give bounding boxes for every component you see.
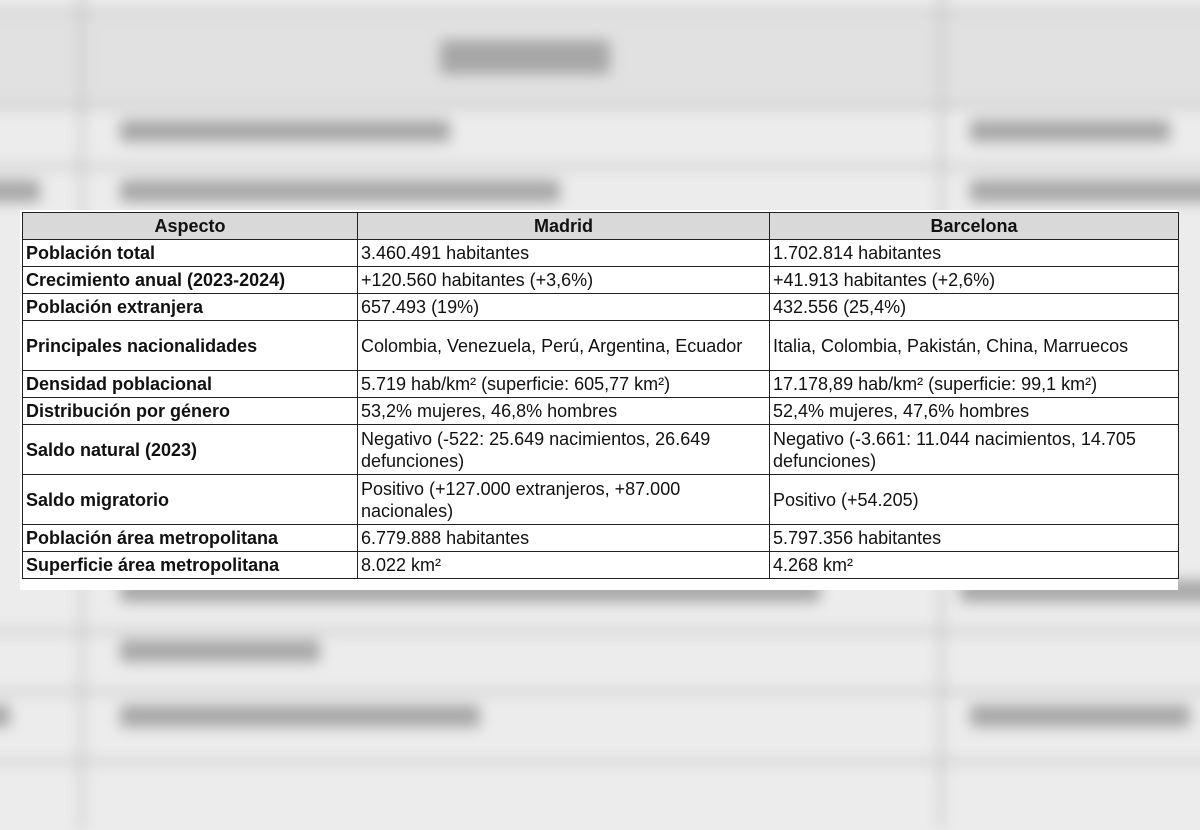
aspect-cell: Población área metropolitana bbox=[23, 525, 358, 552]
barcelona-cell: +41.913 habitantes (+2,6%) bbox=[770, 267, 1179, 294]
aspect-cell: Densidad poblacional bbox=[23, 371, 358, 398]
table-row bbox=[23, 398, 1179, 425]
madrid-cell: 6.779.888 habitantes bbox=[358, 525, 770, 552]
aspect-cell: Saldo migratorio bbox=[23, 475, 358, 525]
barcelona-cell: 432.556 (25,4%) bbox=[770, 294, 1179, 321]
table-row bbox=[23, 267, 1179, 294]
barcelona-cell: Negativo (-3.661: 11.044 nacimientos, 14.705 defunciones) bbox=[770, 425, 1179, 475]
table-row bbox=[23, 552, 1179, 579]
table-row bbox=[23, 321, 1179, 371]
aspect-cell: Principales nacionalidades bbox=[23, 321, 358, 371]
madrid-cell: 657.493 (19%) bbox=[358, 294, 770, 321]
header-aspecto: Aspecto bbox=[23, 213, 358, 240]
aspect-cell: Crecimiento anual (2023-2024) bbox=[23, 267, 358, 294]
madrid-cell: 5.719 hab/km² (superficie: 605,77 km²) bbox=[358, 371, 770, 398]
madrid-cell: 8.022 km² bbox=[358, 552, 770, 579]
aspect-cell: Saldo natural (2023) bbox=[23, 425, 358, 475]
barcelona-cell: 4.268 km² bbox=[770, 552, 1179, 579]
table-row bbox=[23, 475, 1179, 525]
aspect-cell: Superficie área metropolitana bbox=[23, 552, 358, 579]
table-row bbox=[23, 240, 1179, 267]
madrid-cell: +120.560 habitantes (+3,6%) bbox=[358, 267, 770, 294]
aspect-cell: Población total bbox=[23, 240, 358, 267]
madrid-cell: Positivo (+127.000 extranjeros, +87.000 nacionales) bbox=[358, 475, 770, 525]
barcelona-cell: Positivo (+54.205) bbox=[770, 475, 1179, 525]
table-row bbox=[23, 525, 1179, 552]
madrid-cell: 3.460.491 habitantes bbox=[358, 240, 770, 267]
table-row bbox=[23, 371, 1179, 398]
madrid-cell: Colombia, Venezuela, Perú, Argentina, Ecuador bbox=[358, 321, 770, 371]
madrid-cell: 53,2% mujeres, 46,8% hombres bbox=[358, 398, 770, 425]
barcelona-cell: 17.178,89 hab/km² (superficie: 99,1 km²) bbox=[770, 371, 1179, 398]
barcelona-cell: 5.797.356 habitantes bbox=[770, 525, 1179, 552]
barcelona-cell: 1.702.814 habitantes bbox=[770, 240, 1179, 267]
header-barcelona: Barcelona bbox=[770, 213, 1179, 240]
comparison-table bbox=[22, 212, 1179, 579]
aspect-cell: Distribución por género bbox=[23, 398, 358, 425]
table-header-row bbox=[23, 213, 1179, 240]
madrid-cell: Negativo (-522: 25.649 nacimientos, 26.649 defunciones) bbox=[358, 425, 770, 475]
barcelona-cell: 52,4% mujeres, 47,6% hombres bbox=[770, 398, 1179, 425]
table-row bbox=[23, 425, 1179, 475]
header-madrid: Madrid bbox=[358, 213, 770, 240]
table-row bbox=[23, 294, 1179, 321]
aspect-cell: Población extranjera bbox=[23, 294, 358, 321]
barcelona-cell: Italia, Colombia, Pakistán, China, Marruecos bbox=[770, 321, 1179, 371]
